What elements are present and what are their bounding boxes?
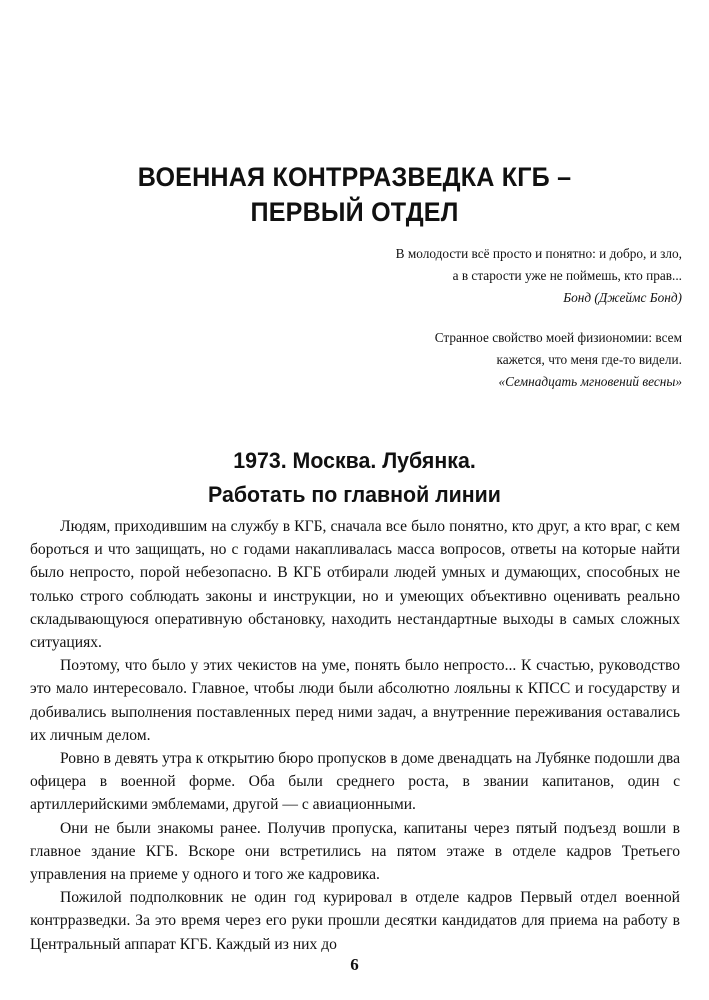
section-title-line-2: Работать по главной линии — [208, 482, 501, 507]
epigraph-source: «Семнадцать мгновений весны» — [498, 374, 682, 389]
chapter-title-line-2: ПЕРВЫЙ ОТДЕЛ — [250, 197, 459, 227]
paragraph: Ровно в девять утра к открытию бюро пропусков в доме двенадцать на Лубянке подошли два офицера в военной форме. Оба были среднего роста, в звании капитанов, один с артиллерийскими эмблемами, другой — с авиационными. — [30, 750, 680, 814]
epigraph-2 — [435, 327, 682, 393]
chapter-title-line-1: ВОЕННАЯ КОНТРРАЗВЕДКА КГБ – — [137, 162, 572, 192]
chapter-title — [25, 160, 684, 230]
epigraph-line: В молодости всё просто и понятно: и добро, и зло, — [395, 246, 682, 261]
epigraph-line: а в старости уже не поймешь, кто прав... — [452, 268, 682, 283]
body-text — [30, 515, 680, 956]
paragraph: Пожилой подполковник не один год курировал в отделе кадров Первый отдел военной контрразведки. За это время через его руки прошли десятки кандидатов для приема на работу в Центральный аппарат КГБ. Каждый из них до — [30, 889, 680, 953]
paragraph: Поэтому, что было у этих чекистов на уме, понять было непросто... К счастью, руководство это мало интересовало. Главное, чтобы люди были абсолютно лояльны к КПСС и государству и добивались выполнения поставленных перед ними задач, а внутренние переживания оставались их личным делом. — [30, 657, 680, 744]
epigraph-source: Бонд (Джеймс Бонд) — [563, 290, 682, 305]
section-title-line-1: 1973. Москва. Лубянка. — [233, 448, 476, 473]
section-title — [11, 444, 699, 512]
page-number: 6 — [350, 955, 359, 974]
epigraph-line: Странное свойство моей физиономии: всем — [434, 330, 682, 345]
epigraph-1 — [396, 243, 682, 309]
epigraph-line: кажется, что меня где-то видели. — [496, 352, 682, 367]
paragraph: Они не были знакомы ранее. Получив пропуска, капитаны через пятый подъезд вошли в главное здание КГБ. Вскоре они встретились на пятом этаже в отделе кадров Третьего управления на приеме у одного и того же кадровика. — [30, 819, 680, 884]
paragraph: Людям, приходившим на службу в КГБ, сначала все было понятно, кто друг, а кто враг, с кем бороться и что защищать, но с годами накапливалась масса вопросов, ответы на которые найти было непросто, порой небезопасно. В КГБ отбирали людей умных и думающих, способных не только строго соблюдать законы и инструкции, но и умеющих объективно оценивать реально складывающуюся оперативную обстановку, находить нестандартные выходы в самых сложных ситуациях. — [30, 518, 680, 652]
